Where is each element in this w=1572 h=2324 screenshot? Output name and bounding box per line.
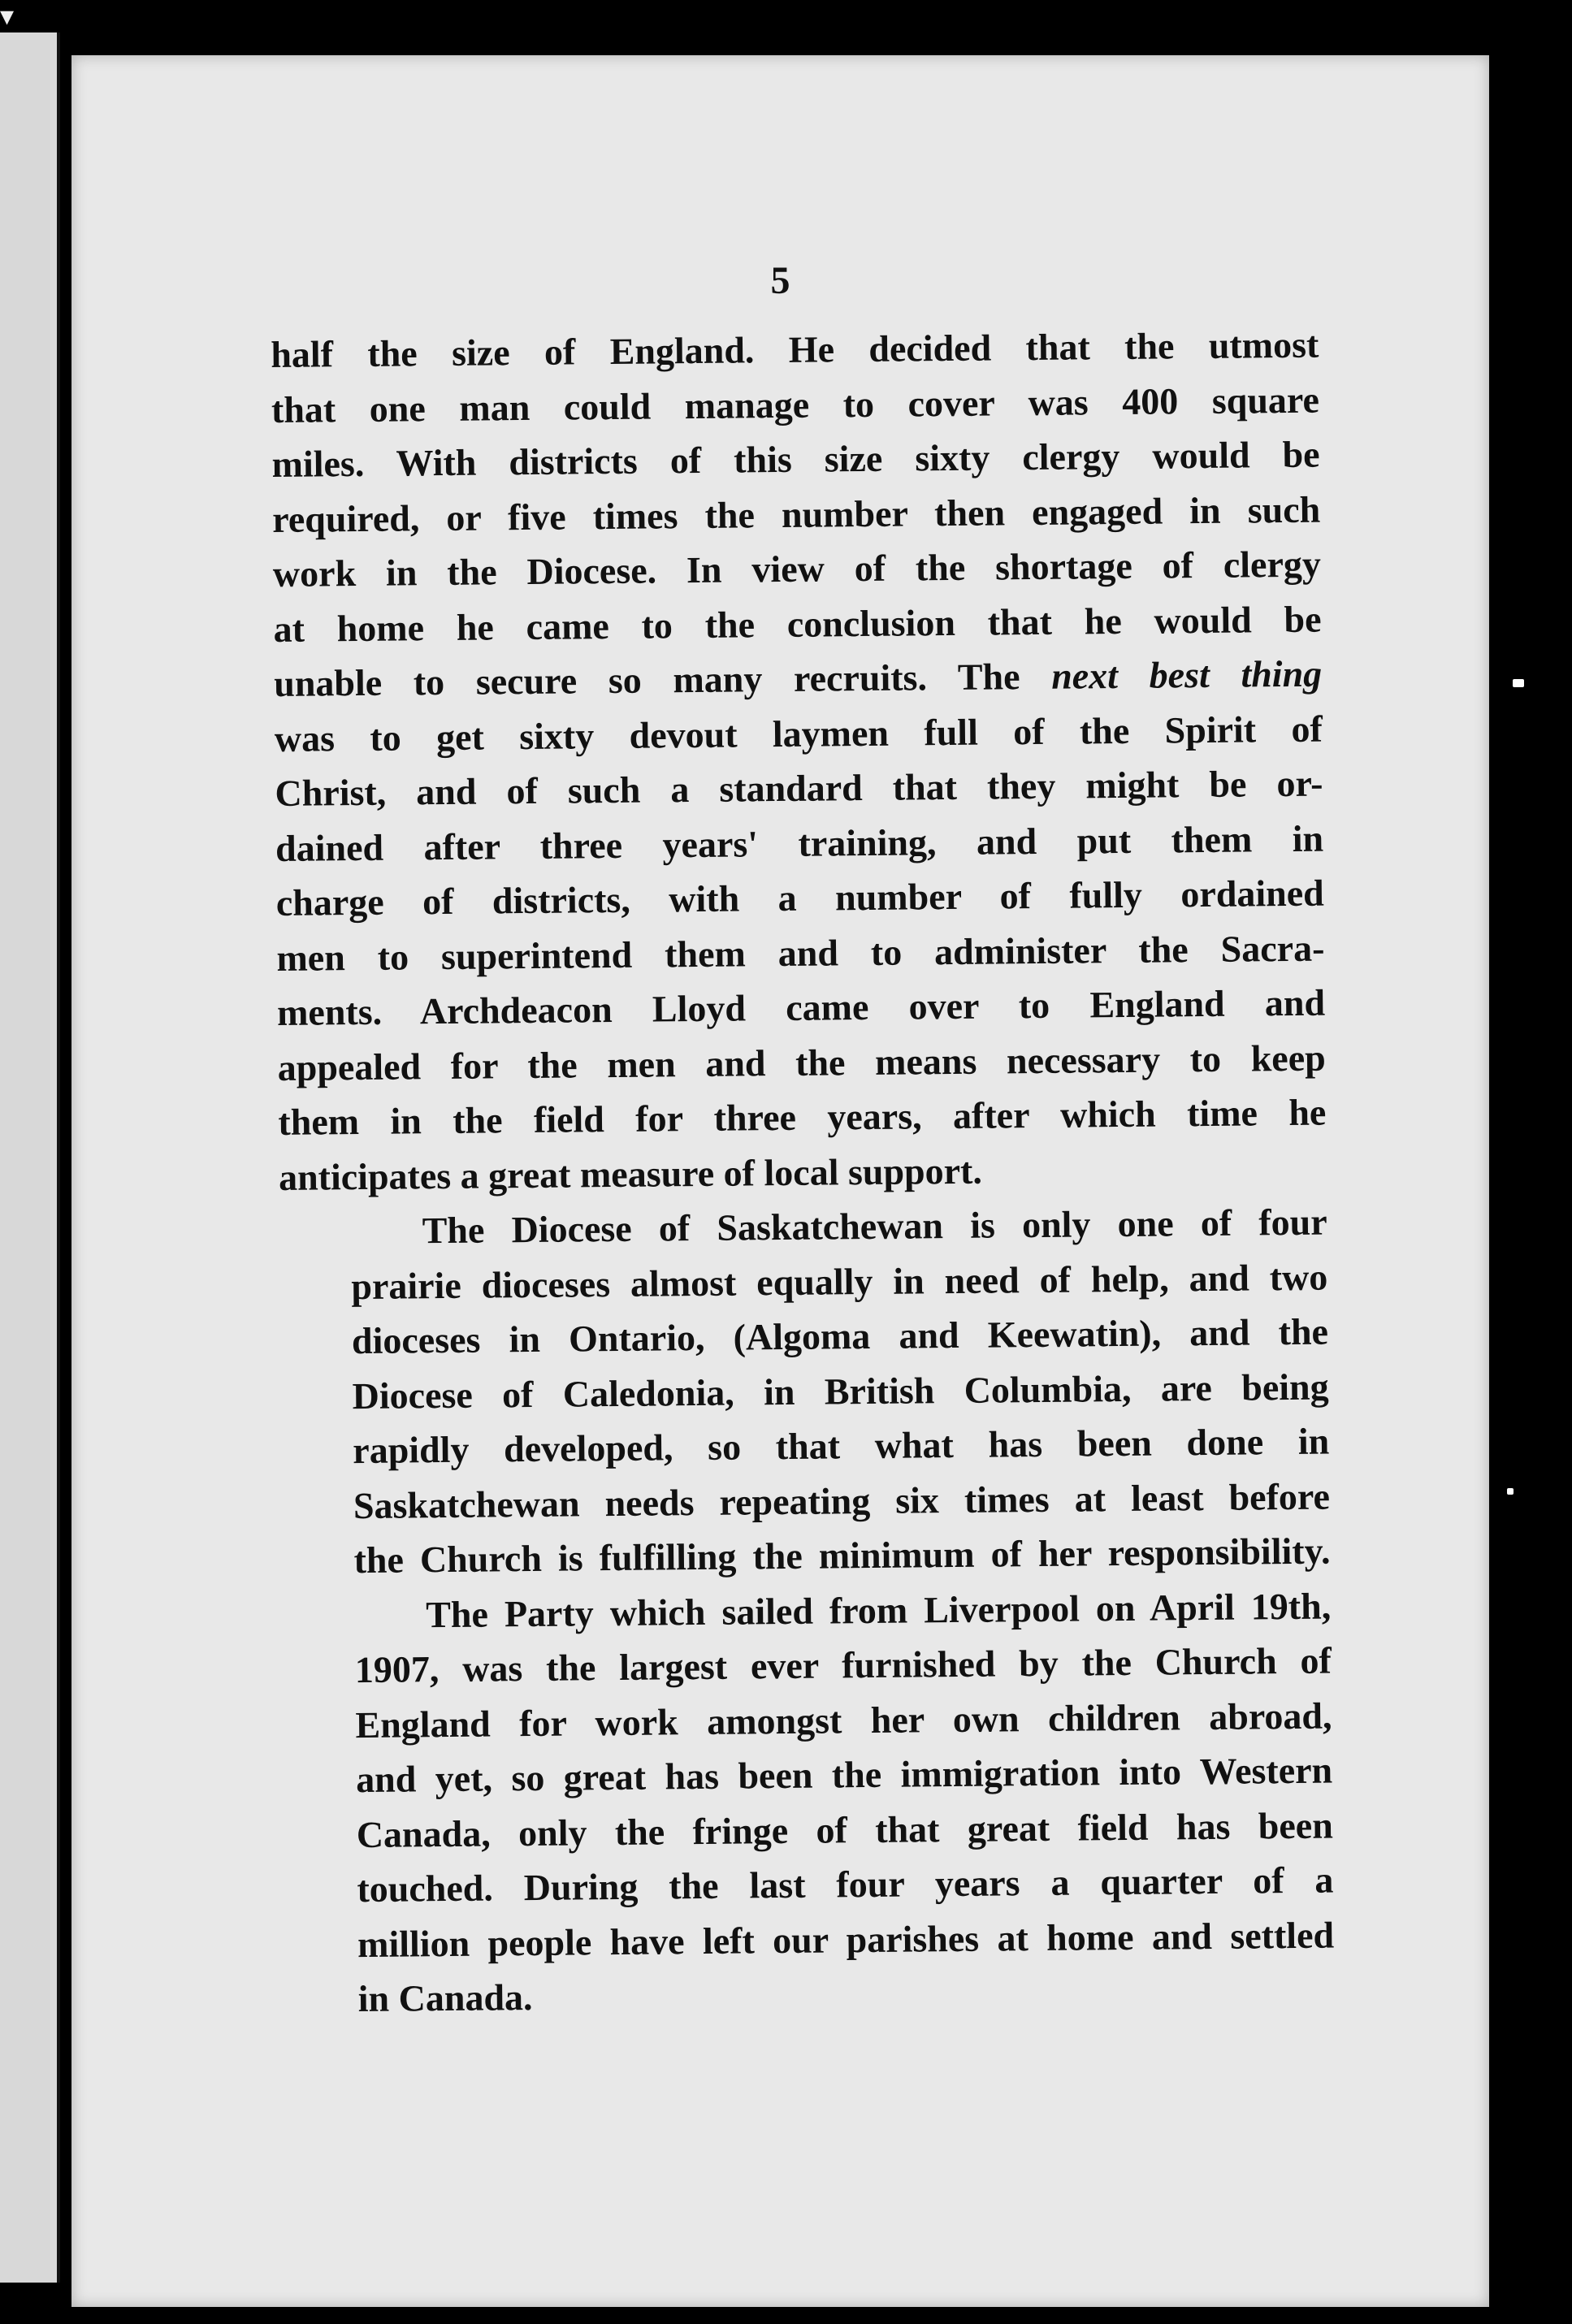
text-line: that one man could manage to cover was 400 square	[271, 379, 1320, 431]
text-line: The Party which sailed from Liverpool on April 19th,	[425, 1585, 1332, 1635]
text-line: in Canada.	[357, 1976, 533, 2020]
text-line: anticipates a great measure of local support.	[278, 1149, 983, 1198]
text-line: Christ, and of such a standard that they might be or-	[275, 762, 1323, 814]
text-line: work in the Diocese. In view of the shortage of clergy	[272, 543, 1322, 595]
scan-speck	[1507, 1488, 1514, 1495]
text-line: The Diocese of Saskatchewan is only one of four	[422, 1201, 1327, 1252]
text-line: required, or five times the number then engaged in such	[272, 488, 1321, 540]
text-line: rapidly developed, so that what has been done in	[353, 1420, 1330, 1472]
text-line: at home he came to the conclusion that he would be	[273, 598, 1322, 650]
scan-speck	[1513, 679, 1524, 687]
facing-page-edge	[0, 32, 60, 2283]
paragraph-3	[283, 1578, 1335, 2027]
text-line: Saskatchewan needs repeating six times at least before	[353, 1475, 1331, 1526]
text-line: dained after three years' training, and put them in	[275, 817, 1324, 869]
page-number: 5	[770, 259, 790, 302]
text-line: England for work amongst her own children abroad,	[355, 1694, 1332, 1746]
text-line: prairie dioceses almost equally in need of help, and two	[351, 1256, 1328, 1307]
corner-mark: ▾	[0, 0, 15, 32]
text-line: Canada, only the fringe of that great field has been	[356, 1804, 1334, 1855]
text-line: Diocese of Caledonia, in British Columbia, are being	[352, 1365, 1329, 1417]
text-line: men to superintend them and to administer the Sacra-	[276, 927, 1325, 979]
text-line: charge of districts, with a number of fully ordained	[275, 872, 1324, 924]
text-line: was to get sixty devout laymen full of the Spirit of	[274, 708, 1323, 760]
text-line: million people have left our parishes at home and settled	[357, 1914, 1335, 1965]
text-line: dioceses in Ontario, (Algoma and Keewatin), and the	[351, 1310, 1329, 1362]
text-line: 1907, was the largest ever furnished by the Church of	[354, 1639, 1332, 1691]
text-line: miles. With districts of this size sixty clergy would be	[271, 433, 1320, 485]
paragraph-1	[271, 318, 1327, 1205]
book-page	[71, 55, 1489, 2307]
text-line: the Church is fulfilling the minimum of her responsibility.	[353, 1530, 1331, 1582]
text-line: and yet, so great has been the immigration into Western	[355, 1749, 1333, 1801]
text-line: ments. Archdeacon Lloyd came over to England and	[276, 981, 1326, 1033]
text-segment: unable to secure so many recruits. The	[273, 655, 1052, 704]
text-line-with-italic	[274, 647, 1323, 712]
text-line: them in the field for three years, after which time he	[278, 1091, 1327, 1143]
text-line: appealed for the men and the means necessary to keep	[277, 1036, 1326, 1088]
text-line: touched. During the last four years a quarter of a	[357, 1859, 1334, 1911]
italic-phrase: next best thing	[1050, 652, 1323, 697]
paragraph-2	[279, 1195, 1330, 1589]
body-text	[271, 318, 1335, 2028]
text-line: half the size of England. He decided that the utmost	[271, 323, 1319, 375]
